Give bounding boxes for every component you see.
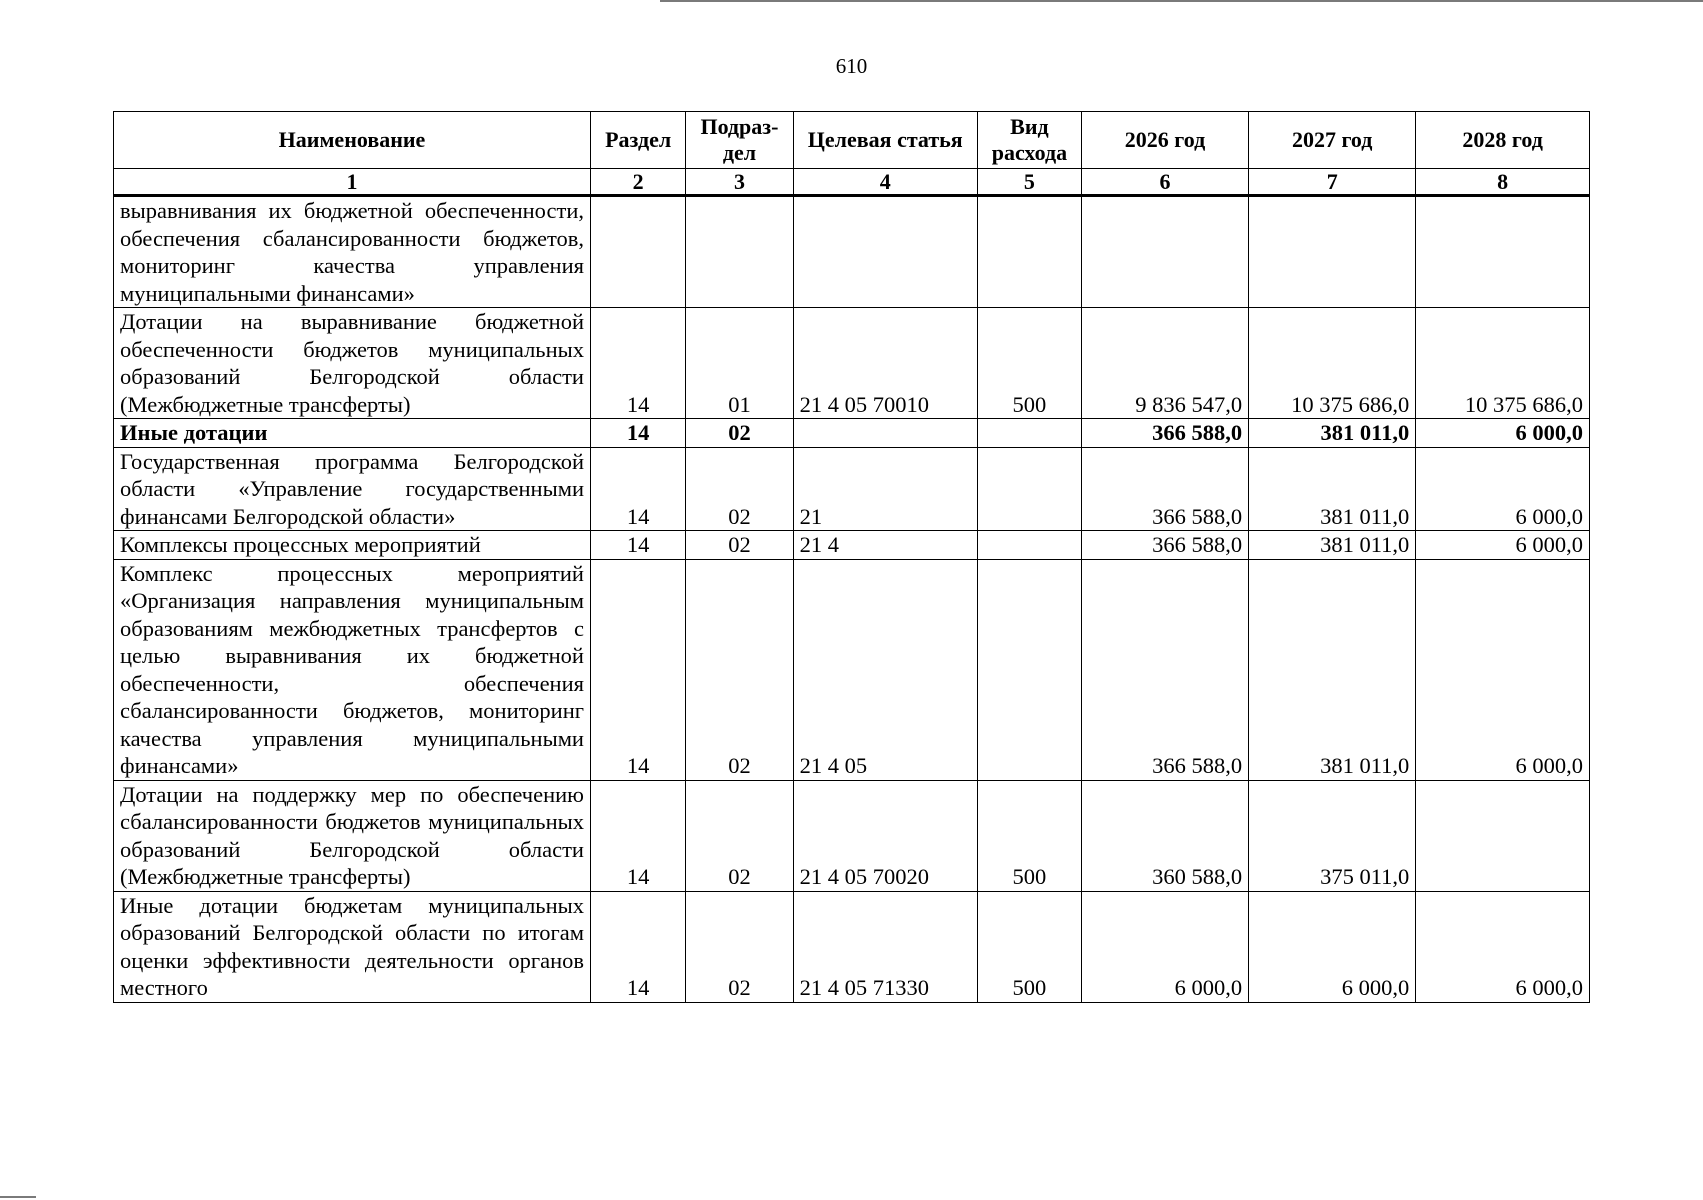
- cell-2028: 6 000,0: [1416, 419, 1590, 448]
- table-row: [114, 419, 1590, 448]
- table-row: [114, 308, 1590, 419]
- cell-vid: 500: [977, 308, 1081, 419]
- cell-vid: 500: [977, 780, 1081, 891]
- header-name: Наименование: [114, 112, 591, 169]
- cell-vid: [977, 196, 1081, 308]
- cell-razdel: [590, 196, 685, 308]
- header-row: [114, 112, 1590, 169]
- table-row: [114, 531, 1590, 560]
- cell-2027: 381 011,0: [1249, 559, 1416, 780]
- cell-name: Дотации на поддержку мер по обеспечению сбалансированности бюджетов муниципальных образований Белгородской области (Межбюджетные трансферты): [114, 780, 591, 891]
- cell-2028: 10 375 686,0: [1416, 308, 1590, 419]
- cell-podrazdel: 02: [686, 780, 793, 891]
- cell-2026: 360 588,0: [1081, 780, 1248, 891]
- cell-target: 21 4: [793, 531, 977, 560]
- cell-target: 21: [793, 447, 977, 531]
- cell-vid: [977, 419, 1081, 448]
- scan-edge-line-bottom-left: [0, 1196, 36, 1198]
- table-row: [114, 780, 1590, 891]
- cell-vid: [977, 559, 1081, 780]
- header-razdel: Раздел: [590, 112, 685, 169]
- cell-name: Дотации на выравнивание бюджетной обеспеченности бюджетов муниципальных образований Белгородской области (Межбюджетные трансферты): [114, 308, 591, 419]
- cell-podrazdel: 02: [686, 531, 793, 560]
- budget-table: [113, 111, 1590, 1003]
- header-podrazdel: Подраз-дел: [686, 112, 793, 169]
- cell-2027: 381 011,0: [1249, 447, 1416, 531]
- column-number: 3: [686, 169, 793, 196]
- cell-name: выравнивания их бюджетной обеспеченности, обеспечения сбалансированности бюджетов, мониторинг качества управления муниципальными финансами»: [114, 196, 591, 308]
- page-number: 610: [835, 54, 868, 78]
- cell-razdel: 14: [590, 419, 685, 448]
- cell-target: 21 4 05: [793, 559, 977, 780]
- table-body: [114, 196, 1590, 1003]
- cell-razdel: 14: [590, 780, 685, 891]
- table-row: [114, 891, 1590, 1002]
- cell-2027: [1249, 196, 1416, 308]
- cell-podrazdel: 02: [686, 447, 793, 531]
- cell-target: 21 4 05 70020: [793, 780, 977, 891]
- table-row: [114, 196, 1590, 308]
- cell-target: [793, 196, 977, 308]
- cell-2026: 366 588,0: [1081, 559, 1248, 780]
- cell-2026: 366 588,0: [1081, 419, 1248, 448]
- column-number: 6: [1081, 169, 1248, 196]
- cell-name: Комплекс процессных мероприятий «Организация направления муниципальным образованиям межбюджетных трансфертов с целью выравнивания их бюджетной обеспеченности, обеспечения сбалансированности бюджетов, мониторинг качества управления муниципальными финансами»: [114, 559, 591, 780]
- cell-2026: 9 836 547,0: [1081, 308, 1248, 419]
- header-2028: 2028 год: [1416, 112, 1590, 169]
- cell-razdel: 14: [590, 891, 685, 1002]
- column-number: 8: [1416, 169, 1590, 196]
- cell-name: Государственная программа Белгородской области «Управление государственными финансами Белгородской области»: [114, 447, 591, 531]
- cell-razdel: 14: [590, 308, 685, 419]
- table-row: [114, 559, 1590, 780]
- cell-podrazdel: 01: [686, 308, 793, 419]
- cell-razdel: 14: [590, 447, 685, 531]
- table-row: [114, 447, 1590, 531]
- cell-target: [793, 419, 977, 448]
- cell-name: Комплексы процессных мероприятий: [114, 531, 591, 560]
- header-vid: Вид расхода: [977, 112, 1081, 169]
- scan-edge-line-top: [660, 0, 1703, 2]
- cell-name: Иные дотации бюджетам муниципальных образований Белгородской области по итогам оценки эффективности деятельности органов местного: [114, 891, 591, 1002]
- cell-2027: 6 000,0: [1249, 891, 1416, 1002]
- column-number: 7: [1249, 169, 1416, 196]
- cell-target: 21 4 05 71330: [793, 891, 977, 1002]
- cell-2027: 375 011,0: [1249, 780, 1416, 891]
- column-number-row: [114, 169, 1590, 196]
- cell-2026: 366 588,0: [1081, 531, 1248, 560]
- cell-razdel: 14: [590, 531, 685, 560]
- cell-2028: 6 000,0: [1416, 891, 1590, 1002]
- cell-vid: [977, 531, 1081, 560]
- cell-2028: 6 000,0: [1416, 559, 1590, 780]
- column-number: 1: [114, 169, 591, 196]
- column-number: 4: [793, 169, 977, 196]
- cell-2026: [1081, 196, 1248, 308]
- header-2026: 2026 год: [1081, 112, 1248, 169]
- cell-podrazdel: [686, 196, 793, 308]
- cell-2026: 6 000,0: [1081, 891, 1248, 1002]
- column-number: 5: [977, 169, 1081, 196]
- cell-vid: [977, 447, 1081, 531]
- cell-vid: 500: [977, 891, 1081, 1002]
- cell-2028: [1416, 196, 1590, 308]
- cell-2028: 6 000,0: [1416, 531, 1590, 560]
- cell-2028: [1416, 780, 1590, 891]
- header-2027: 2027 год: [1249, 112, 1416, 169]
- column-number: 2: [590, 169, 685, 196]
- cell-2027: 381 011,0: [1249, 531, 1416, 560]
- cell-2027: 381 011,0: [1249, 419, 1416, 448]
- cell-2027: 10 375 686,0: [1249, 308, 1416, 419]
- cell-target: 21 4 05 70010: [793, 308, 977, 419]
- cell-2026: 366 588,0: [1081, 447, 1248, 531]
- header-target: Целевая статья: [793, 112, 977, 169]
- cell-podrazdel: 02: [686, 891, 793, 1002]
- cell-name: Иные дотации: [114, 419, 591, 448]
- cell-podrazdel: 02: [686, 419, 793, 448]
- cell-razdel: 14: [590, 559, 685, 780]
- cell-2028: 6 000,0: [1416, 447, 1590, 531]
- cell-podrazdel: 02: [686, 559, 793, 780]
